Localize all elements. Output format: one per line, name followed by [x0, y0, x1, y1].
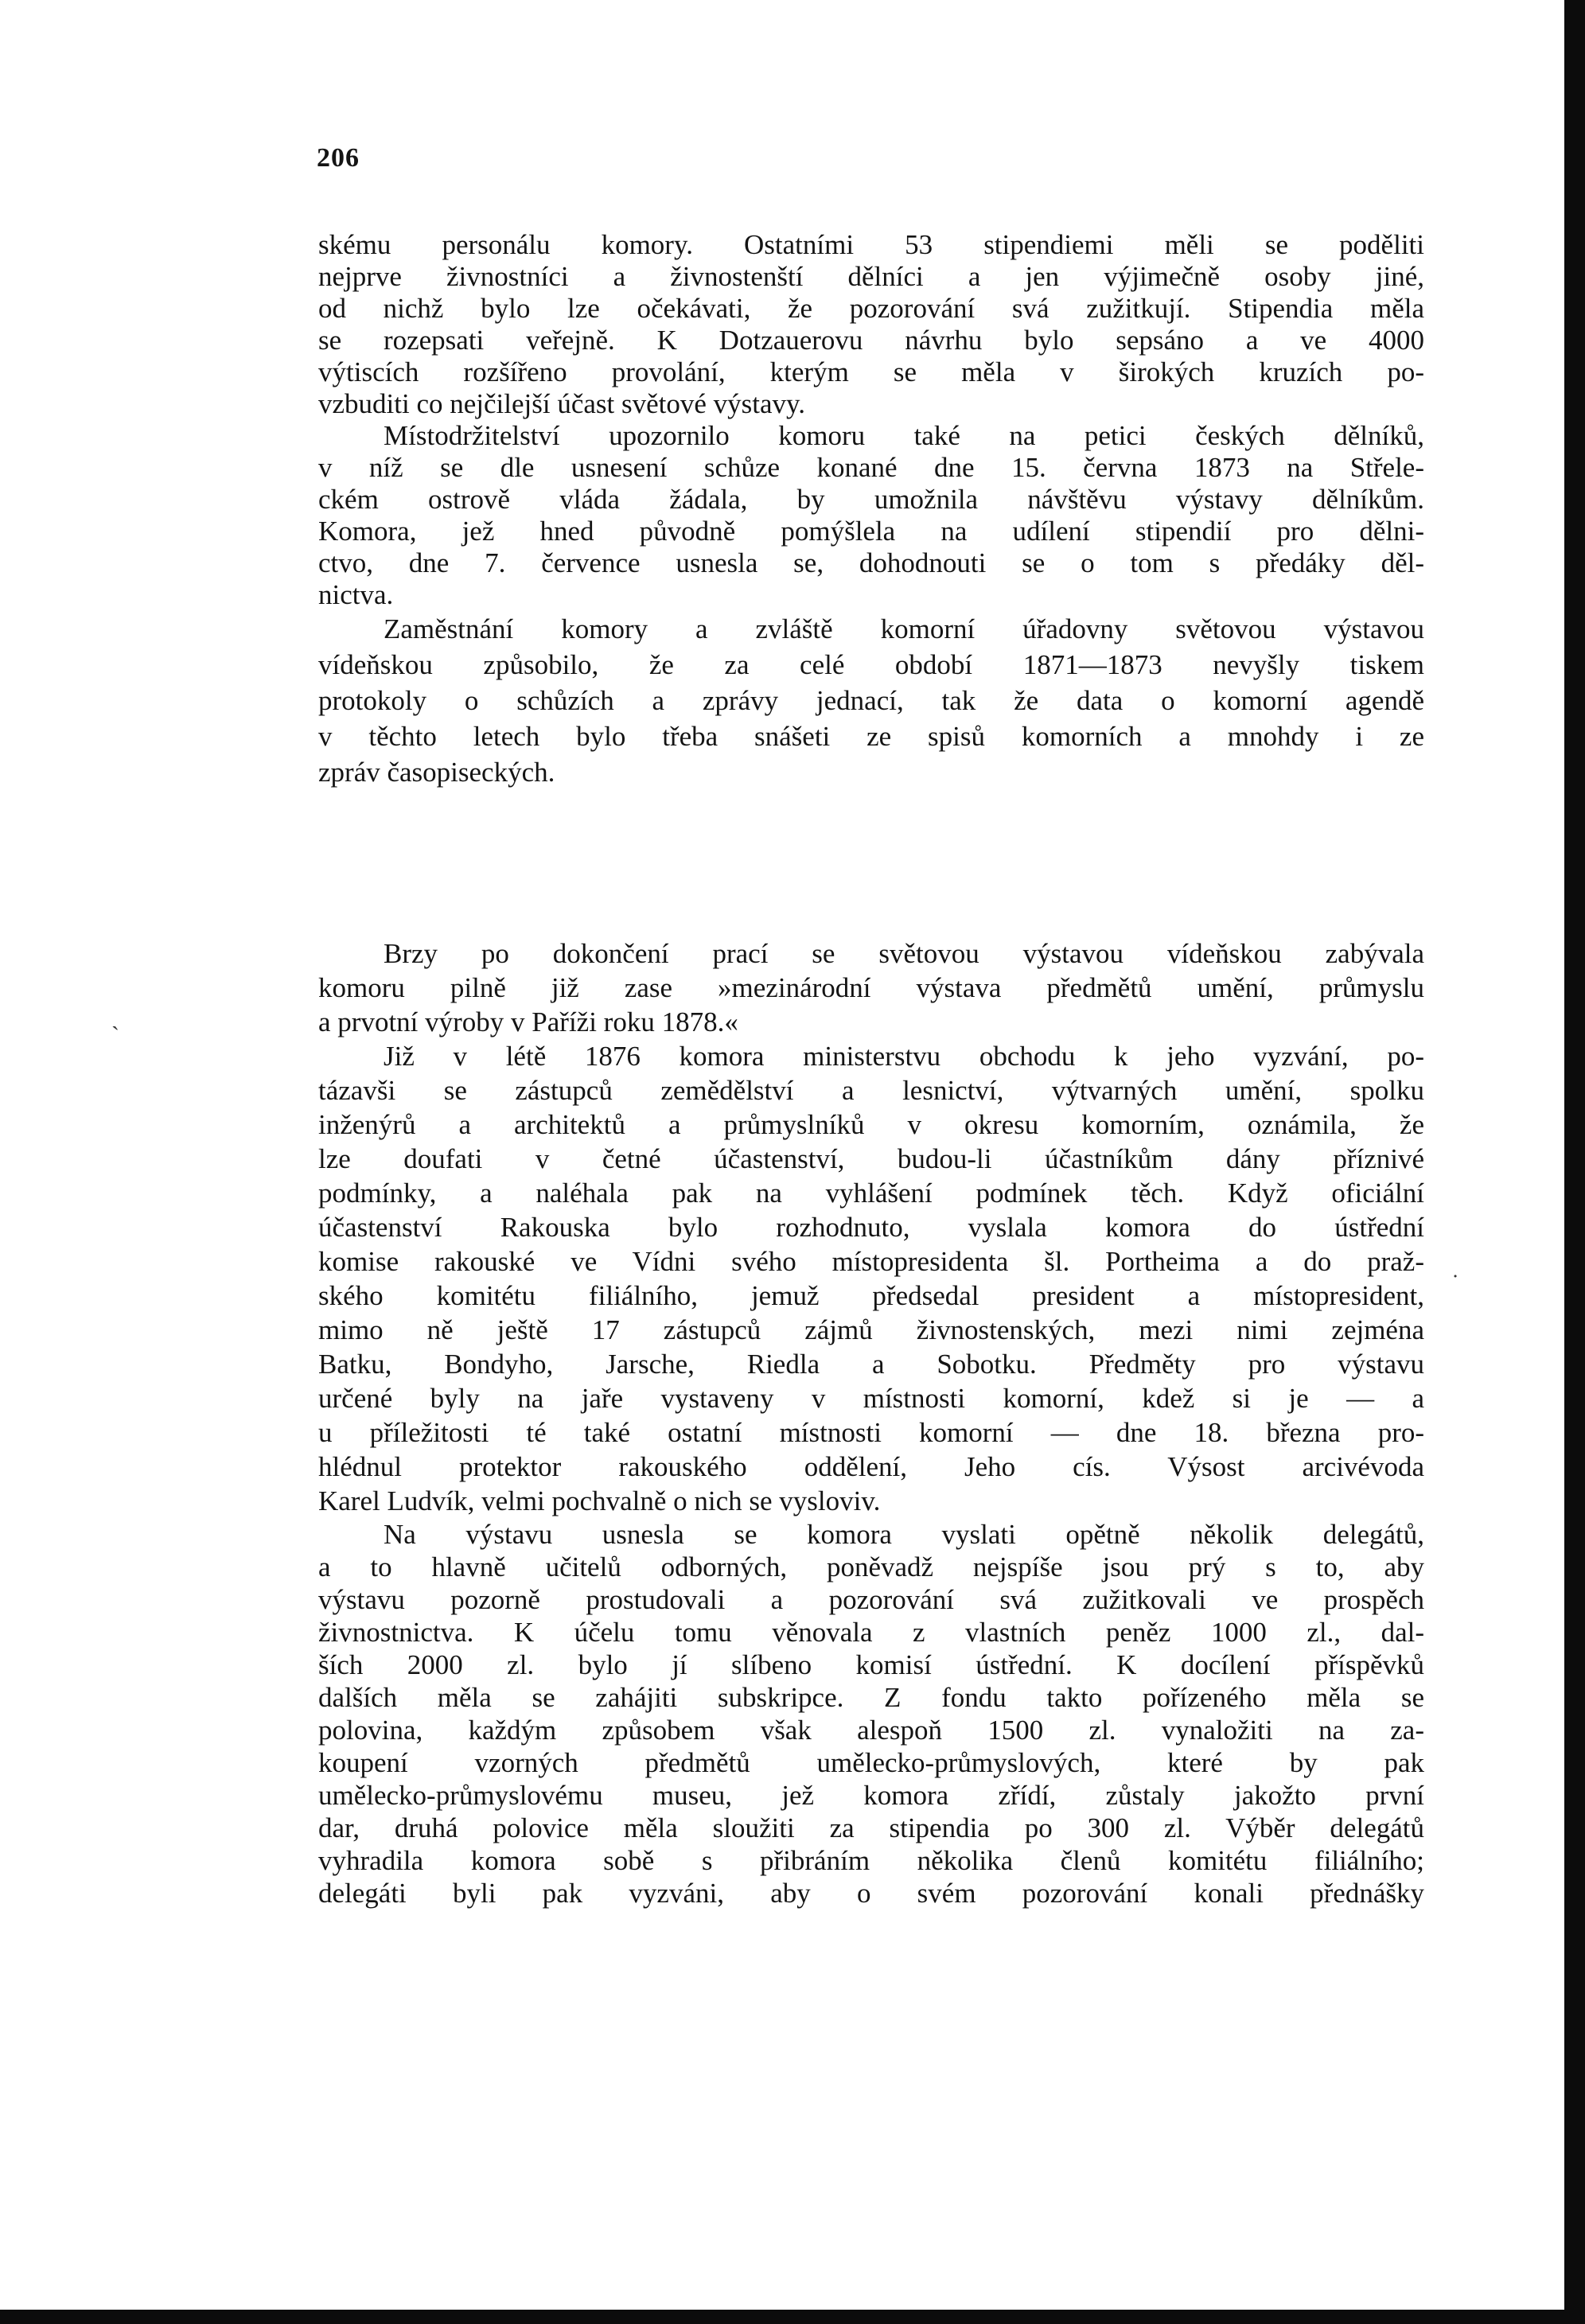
text-line: tázavši se zástupců zemědělství a lesnictví, výtvarných umění, spolku [318, 1075, 1424, 1106]
text-line: polovina, každým způsobem však alespoň 1500 zl. vynaložiti na za- [318, 1715, 1424, 1746]
text-line: komoru pilně již zase »mezinárodní výstava předmětů umění, průmyslu [318, 972, 1424, 1003]
text-line: Již v létě 1876 komora ministerstvu obchodu k jeho vyzvání, po- [384, 1041, 1424, 1072]
text-line: lze doufati v četné účastenství, budou-li účastníkům dány příznivé [318, 1143, 1424, 1174]
scan-border-bottom [0, 2310, 1585, 2324]
scan-border-right [1564, 0, 1585, 2324]
text-line: nejprve živnostníci a živnostenští dělníci a jen výjimečně osoby jiné, [318, 261, 1424, 292]
text-line: vzbuditi co nejčilejší účast světové výstavy. [318, 388, 806, 419]
text-line: umělecko-průmyslovému museu, jež komora zřídí, zůstaly jakožto první [318, 1780, 1424, 1811]
text-line: Brzy po dokončení prací se světovou výstavou vídeňskou zabývala [384, 938, 1424, 969]
text-line: živnostnictva. K účelu tomu věnovala z vlastních peněz 1000 zl., dal- [318, 1617, 1424, 1648]
text-line: protokoly o schůzích a zprávy jednací, tak že data o komorní agendě [318, 685, 1424, 716]
margin-mark-left: ˏ [111, 1004, 119, 1030]
text-line: Místodržitelství upozornilo komoru také na petici českých dělníků, [384, 420, 1424, 451]
paragraph-block-1 [318, 229, 1424, 790]
text-line: se rozepsati veřejně. K Dotzauerovu návrhu bylo sepsáno a ve 4000 [318, 325, 1424, 356]
text-line: skému personálu komory. Ostatními 53 stipendiemi měli se poděliti [318, 229, 1424, 260]
text-line: Karel Ludvík, velmi pochvalně o nich se vysloviv. [318, 1485, 881, 1516]
text-line: podmínky, a naléhala pak na vyhlášení podmínek těch. Když oficiální [318, 1178, 1424, 1209]
text-line: Na výstavu usnesla se komora vyslati opětně několik delegátů, [384, 1519, 1424, 1550]
text-line: delegáti byli pak vyzváni, aby o svém pozorování konali přednášky [318, 1878, 1424, 1909]
text-line: ckém ostrově vláda žádala, by umožnila návštěvu výstavy dělníkům. [318, 484, 1424, 515]
text-line: hlédnul protektor rakouského oddělení, Jeho cís. Výsost arcivévoda [318, 1451, 1424, 1482]
text-line: výtiscích rozšířeno provolání, kterým se měla v širokých kruzích po- [318, 356, 1424, 387]
text-line: ctvo, dne 7. července usnesla se, dohodnouti se o tom s předáky děl- [318, 547, 1424, 578]
text-line: ského komitétu filiálního, jemuž předsedal president a místopresident, [318, 1280, 1424, 1311]
text-line: inženýrů a architektů a průmyslníků v okresu komorním, oznámila, že [318, 1109, 1424, 1140]
text-line: mimo ně ještě 17 zástupců zájmů živnostenských, mezi nimi zejména [318, 1314, 1424, 1345]
text-line: a prvotní výroby v Paříži roku 1878.« [318, 1006, 738, 1037]
text-line: vídeňskou způsobilo, že za celé období 1871—1873 nevyšly tiskem [318, 649, 1424, 680]
margin-mark-right: ˙ [1451, 1270, 1459, 1296]
text-line: vyhradila komora sobě s přibráním několika členů komitétu filiálního; [318, 1845, 1424, 1876]
text-line: komise rakouské ve Vídni svého místopresidenta šl. Portheima a do praž- [318, 1246, 1424, 1277]
text-line: v níž se dle usnesení schůze konané dne 15. června 1873 na Střele- [318, 452, 1424, 483]
text-line: od nichž bylo lze očekávati, že pozorování svá zužitkují. Stipendia měla [318, 293, 1424, 324]
text-line: ších 2000 zl. bylo jí slíbeno komisí ústřední. K docílení příspěvků [318, 1649, 1424, 1680]
text-line: v těchto letech bylo třeba snášeti ze spisů komorních a mnohdy i ze [318, 721, 1424, 752]
text-line: koupení vzorných předmětů umělecko-průmyslových, které by pak [318, 1747, 1424, 1778]
text-line: účastenství Rakouska bylo rozhodnuto, vyslala komora do ústřední [318, 1212, 1424, 1243]
text-line: výstavu pozorně prostudovali a pozorování svá zužitkovali ve prospěch [318, 1584, 1424, 1615]
text-line: zpráv časopiseckých. [318, 757, 555, 788]
paragraph-block-2 [318, 936, 1424, 1909]
page-number: 206 [317, 143, 360, 173]
text-line: nictva. [318, 579, 394, 610]
text-line: určené byly na jaře vystaveny v místnosti komorní, kdež si je — a [318, 1383, 1424, 1414]
text-line: Komora, jež hned původně pomýšlela na udílení stipendií pro dělni- [318, 516, 1424, 547]
text-line: Zaměstnání komory a zvláště komorní úřadovny světovou výstavou [384, 613, 1424, 644]
text-line: dar, druhá polovice měla sloužiti za stipendia po 300 zl. Výběr delegátů [318, 1812, 1424, 1843]
text-line: Batku, Bondyho, Jarsche, Riedla a Sobotku. Předměty pro výstavu [318, 1349, 1424, 1380]
text-line: u příležitosti té také ostatní místnosti komorní — dne 18. března pro- [318, 1417, 1424, 1448]
text-line: dalších měla se zahájiti subskripce. Z fondu takto pořízeného měla se [318, 1682, 1424, 1713]
text-line: a to hlavně učitelů odborných, poněvadž nejspíše jsou prý s to, aby [318, 1551, 1424, 1582]
